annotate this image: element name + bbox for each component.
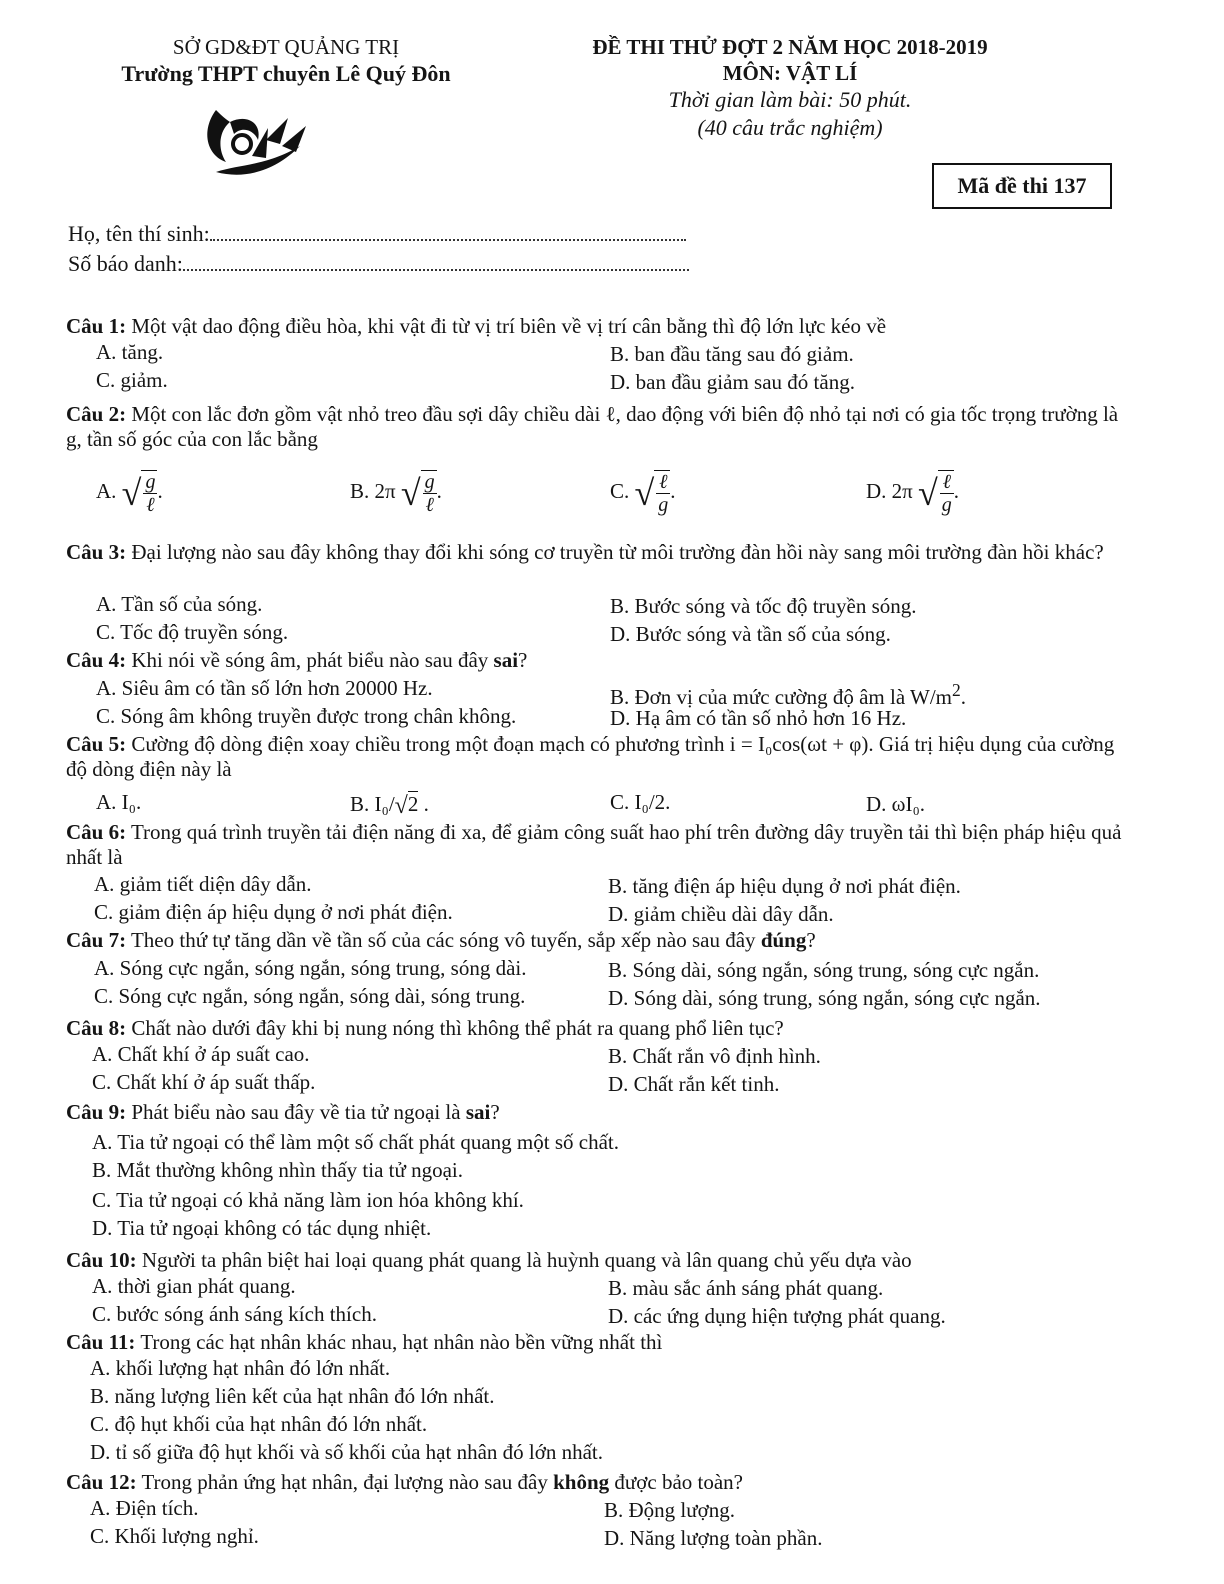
question-12 (66, 1470, 1126, 1495)
question-text: Một vật dao động điều hòa, khi vật đi từ vị trí biên về vị trí cân bằng thì độ lớn lực kéo về (131, 314, 887, 338)
fraction-denominator: g (941, 494, 952, 516)
question-emphasis: không (553, 1470, 610, 1494)
option-d[interactable] (866, 470, 959, 516)
option-a[interactable]: A. tăng. (96, 340, 164, 364)
option-label: C. (610, 478, 630, 503)
question-label: Câu 2: (66, 402, 127, 426)
option-b[interactable]: B. Bước sóng và tốc độ truyền sóng. (610, 594, 917, 618)
question-6 (66, 820, 1126, 870)
question-label: Câu 8: (66, 1016, 127, 1040)
option-c[interactable]: C. Sóng cực ngắn, sóng ngắn, sóng dài, sóng trung. (94, 984, 526, 1008)
question-tail: được bảo toàn? (614, 1470, 743, 1494)
question-text: Đại lượng nào sau đây không thay đổi khi sóng cơ truyền từ môi trường đàn hồi này sang môi trường đàn hồi khác? (131, 540, 1104, 564)
question-count: (40 câu trắc nghiệm) (697, 115, 883, 140)
candidate-name-dots (210, 221, 686, 241)
sqrt-symbol: √ (394, 793, 408, 819)
fraction-denominator: ℓ (425, 494, 434, 516)
option-a[interactable]: A. Siêu âm có tần số lớn hơn 20000 Hz. (96, 676, 433, 700)
question-text: Cường độ dòng điện xoay chiều trong một đoạn mạch có phương trình i = I₀cos(ωt + φ). Giá trị hiệu dụng của cường độ dòng điện này là (66, 732, 1115, 781)
question-emphasis: sai (493, 648, 519, 672)
sqrt-two: 2 (407, 791, 419, 816)
question-label: Câu 7: (66, 928, 127, 952)
option-d[interactable]: D. Năng lượng toàn phần. (604, 1526, 823, 1550)
question-label: Câu 12: (66, 1470, 137, 1494)
option-label: A. (96, 478, 117, 503)
fraction-numerator: ℓ (656, 471, 670, 494)
option-a[interactable]: A. giảm tiết diện dây dẫn. (94, 872, 312, 896)
question-text: Phát biểu nào sau đây về tia tử ngoại là (131, 1100, 461, 1124)
candidate-id-label: Số báo danh: (68, 251, 183, 276)
option-b[interactable]: B. màu sắc ánh sáng phát quang. (608, 1276, 884, 1300)
option-c[interactable]: C. Chất khí ở áp suất thấp. (92, 1070, 316, 1094)
exam-header (540, 34, 1040, 142)
option-c[interactable]: C. độ hụt khối của hạt nhân đó lớn nhất. (90, 1412, 428, 1436)
option-c[interactable]: C. giảm. (96, 368, 168, 392)
option-d[interactable]: D. Hạ âm có tần số nhỏ hơn 16 Hz. (610, 706, 907, 730)
question-text: Theo thứ tự tăng dần về tần số của các sóng vô tuyến, sắp xếp nào sau đây (130, 928, 756, 952)
question-text: Một con lắc đơn gồm vật nhỏ treo đầu sợi dây chiều dài ℓ, dao động với biên độ nhỏ tại nơi có gia tốc trọng trường là g, tần số góc của con lắc bằng (66, 402, 1119, 451)
exam-duration: Thời gian làm bài: 50 phút. (668, 87, 912, 112)
exam-title: ĐỀ THI THỬ ĐỢT 2 NĂM HỌC 2018-2019 (592, 35, 988, 59)
formula-2pi-sqrt-g-over-l: √ $\frac{g}{\text{ℓ}}$ . (400, 471, 442, 516)
question-text: Chất nào dưới đây khi bị nung nóng thì không thể phát ra quang phổ liên tục? (131, 1016, 784, 1040)
option-d[interactable]: D. Chất rắn kết tinh. (608, 1072, 780, 1096)
option-a[interactable]: A. Điện tích. (90, 1496, 199, 1520)
fraction-numerator: g (145, 471, 156, 493)
option-b[interactable]: B. năng lượng liên kết của hạt nhân đó lớn nhất. (90, 1384, 495, 1408)
option-a[interactable]: A. I₀. (96, 790, 142, 814)
option-d[interactable]: D. Tia tử ngoại không có tác dụng nhiệt. (92, 1216, 432, 1240)
question-9 (66, 1100, 1126, 1125)
question-1 (66, 314, 1126, 339)
fraction-denominator: ℓ (146, 494, 155, 516)
question-5 (66, 732, 1126, 782)
option-c[interactable]: C. Tốc độ truyền sóng. (96, 620, 289, 644)
option-c[interactable]: C. giảm điện áp hiệu dụng ở nơi phát điện. (94, 900, 453, 924)
department-name: SỞ GD&ĐT QUẢNG TRỊ (172, 35, 400, 59)
question-label: Câu 5: (66, 732, 127, 756)
question-tail: ? (518, 648, 528, 672)
option-d[interactable]: D. Sóng dài, sóng trung, sóng ngắn, sóng cực ngắn. (608, 986, 1041, 1010)
question-label: Câu 3: (66, 540, 127, 564)
option-c[interactable]: C. Sóng âm không truyền được trong chân không. (96, 704, 517, 728)
candidate-name-label: Họ, tên thí sinh: (68, 221, 210, 246)
question-label: Câu 10: (66, 1248, 137, 1272)
fraction-numerator: g (424, 471, 435, 493)
formula-sqrt-l-over-g: √ $\frac{\text{ℓ}}{g}$ . (634, 471, 676, 516)
question-emphasis: đúng (760, 928, 807, 952)
option-label: B. 2π (350, 478, 396, 503)
option-d[interactable]: D. giảm chiều dài dây dẫn. (608, 902, 834, 926)
option-a[interactable]: A. thời gian phát quang. (92, 1274, 296, 1298)
option-c[interactable]: C. Tia tử ngoại có khả năng làm ion hóa không khí. (92, 1188, 524, 1212)
option-b[interactable]: B. Sóng dài, sóng ngắn, sóng trung, sóng cực ngắn. (608, 958, 1040, 982)
option-c[interactable] (610, 470, 676, 516)
option-label: D. 2π (866, 478, 913, 503)
option-c[interactable]: C. Khối lượng nghỉ. (90, 1524, 259, 1548)
question-7 (66, 928, 1126, 953)
option-c[interactable]: C. bước sóng ánh sáng kích thích. (92, 1302, 377, 1326)
question-4 (66, 648, 1126, 673)
question-text: Khi nói về sóng âm, phát biểu nào sau đây (131, 648, 489, 672)
question-label: Câu 6: (66, 820, 127, 844)
formula-2pi-sqrt-l-over-g: √ $\frac{\text{ℓ}}{g}$ . (918, 471, 960, 516)
school-name: Trường THPT chuyên Lê Quý Đôn (121, 61, 451, 86)
candidate-name-line[interactable] (68, 220, 686, 248)
option-d[interactable]: D. ban đầu giảm sau đó tăng. (610, 370, 855, 394)
question-3 (66, 540, 1126, 565)
exam-code-box: Mã đề thi 137 (932, 163, 1112, 209)
question-label: Câu 11: (66, 1330, 136, 1354)
option-a[interactable]: A. Tia tử ngoại có thể làm một số chất phát quang một số chất. (92, 1130, 619, 1154)
question-8 (66, 1016, 1126, 1041)
school-header (76, 34, 496, 88)
candidate-id-dots (183, 251, 689, 271)
option-b[interactable]: B. Đơn vị của mức cường độ âm là $W/m^2$. (610, 680, 967, 709)
question-11 (66, 1330, 1126, 1355)
option-a[interactable]: A. khối lượng hạt nhân đó lớn nhất. (90, 1356, 391, 1380)
question-text: Trong các hạt nhân khác nhau, hạt nhân nào bền vững nhất thì (140, 1330, 663, 1354)
question-emphasis: sai (465, 1100, 491, 1124)
option-a[interactable]: A. Tần số của sóng. (96, 592, 263, 616)
fraction-denominator: g (658, 494, 669, 516)
exam-subject: MÔN: VẬT LÍ (722, 61, 858, 85)
formula-sqrt-g-over-l: √ $\frac{g}{\text{ℓ}}$ . (121, 471, 163, 516)
option-b[interactable] (350, 470, 442, 516)
option-b[interactable]: B. Mắt thường không nhìn thấy tia tử ngoại. (92, 1158, 464, 1182)
option-d[interactable]: D. các ứng dụng hiện tượng phát quang. (608, 1304, 946, 1328)
question-label: Câu 4: (66, 648, 127, 672)
question-tail: ? (806, 928, 816, 952)
option-c[interactable]: C. I₀/2. (610, 790, 671, 814)
option-a[interactable]: A. Sóng cực ngắn, sóng ngắn, sóng trung, sóng dài. (94, 956, 527, 980)
option-b[interactable]: B. ban đầu tăng sau đó giảm. (610, 342, 854, 366)
option-b[interactable]: B. Động lượng. (604, 1498, 735, 1522)
question-2 (66, 402, 1126, 452)
question-text: Người ta phân biệt hai loại quang phát quang là huỳnh quang và lân quang chủ yếu dựa vào (141, 1248, 912, 1272)
candidate-id-line[interactable] (68, 250, 689, 278)
question-tail: ? (490, 1100, 500, 1124)
option-a[interactable]: A. Chất khí ở áp suất cao. (92, 1042, 310, 1066)
option-a[interactable] (96, 470, 163, 516)
question-label: Câu 9: (66, 1100, 127, 1124)
question-text: Trong quá trình truyền tải điện năng đi xa, để giảm công suất hao phí trên đường dây truyền tải thì biện pháp hiệu quả nhất là (66, 820, 1122, 869)
option-b[interactable]: B. tăng điện áp hiệu dụng ở nơi phát điện. (608, 874, 961, 898)
option-b[interactable]: B. I₀/√2 . (350, 791, 429, 819)
option-d[interactable]: D. ωI₀. (866, 792, 926, 816)
superscript-2: 2 (952, 680, 961, 700)
option-text: B. Đơn vị của mức cường độ âm là W/m (610, 685, 953, 709)
option-d[interactable]: D. Bước sóng và tần số của sóng. (610, 622, 891, 646)
option-text: B. I₀/ (350, 791, 395, 816)
question-label: Câu 1: (66, 314, 127, 338)
school-logo-icon (196, 100, 316, 190)
question-10 (66, 1248, 1126, 1273)
question-text: Trong phản ứng hạt nhân, đại lượng nào sau đây (141, 1470, 548, 1494)
option-d[interactable]: D. tỉ số giữa độ hụt khối và số khối của hạt nhân đó lớn nhất. (90, 1440, 604, 1464)
fraction-numerator: ℓ (940, 471, 954, 494)
option-b[interactable]: B. Chất rắn vô định hình. (608, 1044, 821, 1068)
